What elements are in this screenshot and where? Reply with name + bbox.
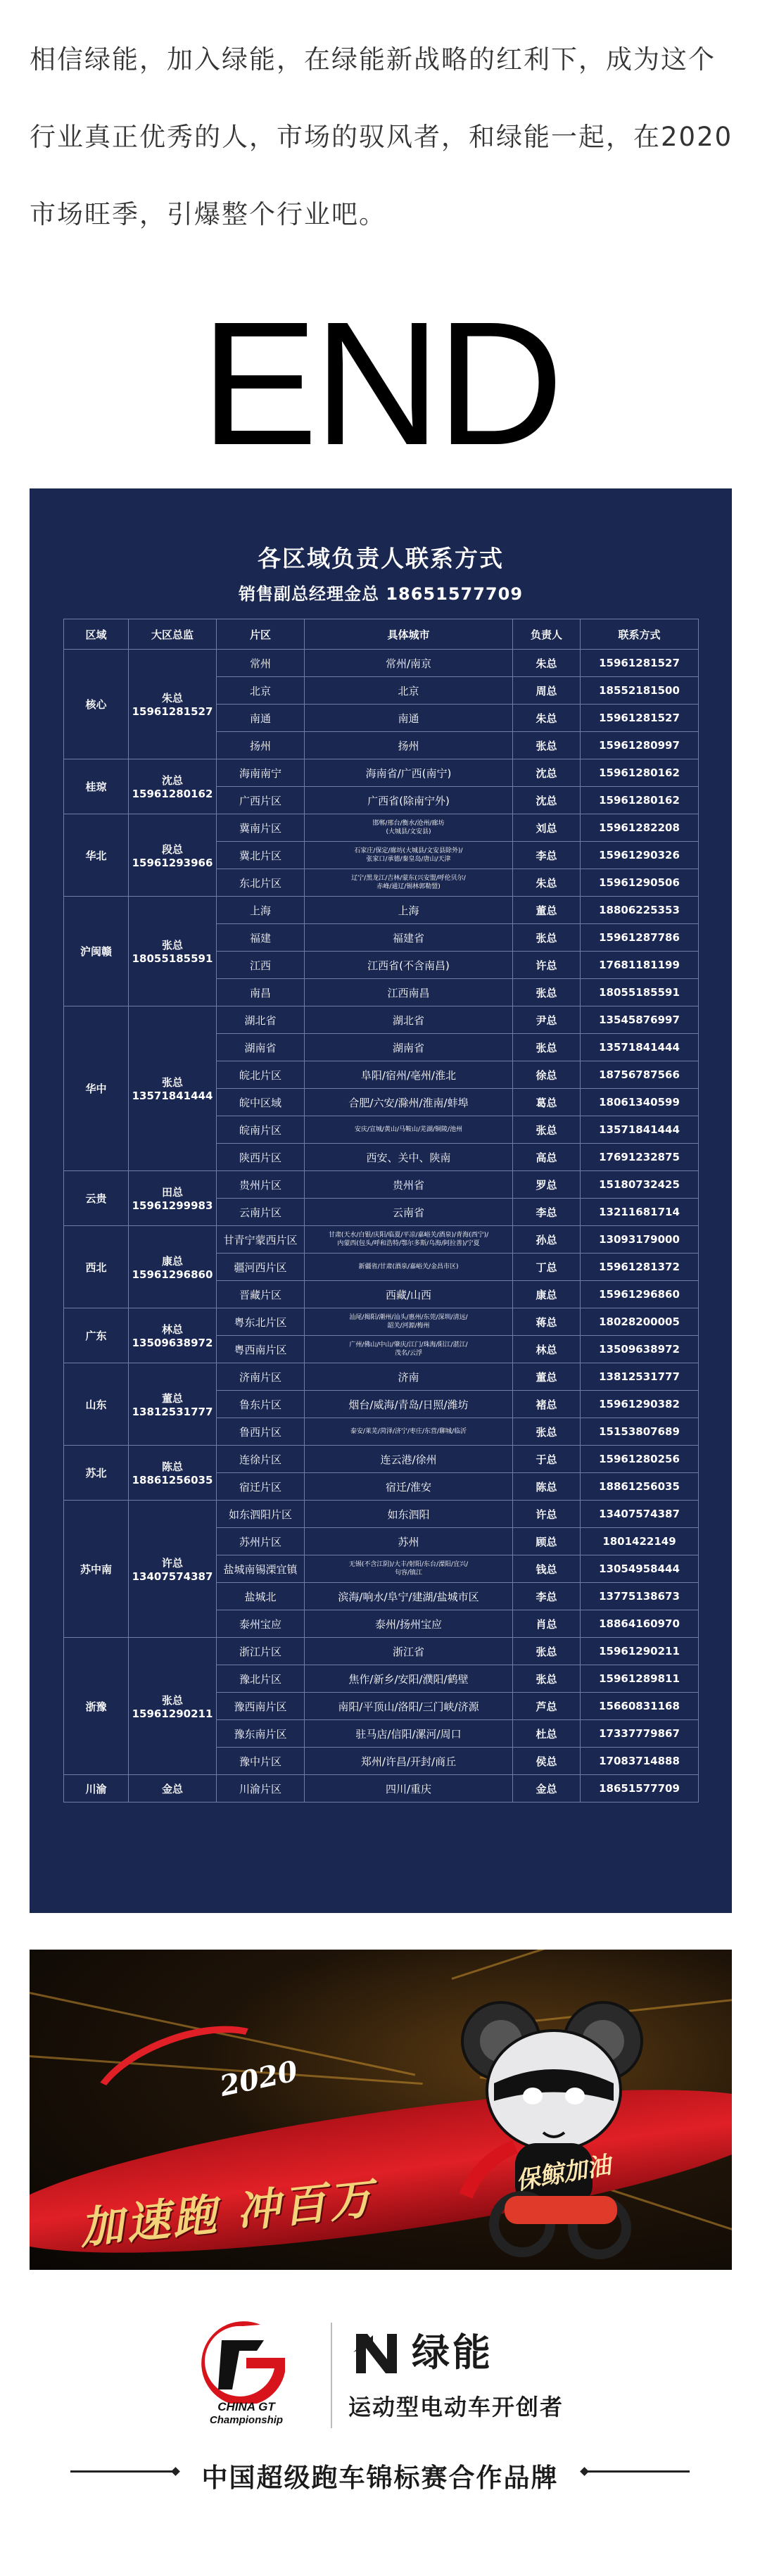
phone-cell: 15153807689 bbox=[581, 1418, 699, 1446]
table-row bbox=[64, 1363, 699, 1391]
header-region: 区域 bbox=[64, 619, 129, 650]
china-gt-logo-icon bbox=[197, 2319, 289, 2404]
contact-panel bbox=[30, 488, 732, 1913]
manager-cell: 李总 bbox=[513, 1583, 581, 1610]
phone-cell: 18028200005 bbox=[581, 1308, 699, 1336]
phone-cell: 15961290326 bbox=[581, 842, 699, 869]
table-row bbox=[64, 1638, 699, 1665]
manager-cell: 张总 bbox=[513, 1116, 581, 1144]
cities-cell: 北京 bbox=[305, 677, 513, 705]
table-row bbox=[64, 1171, 699, 1199]
brand-tagline: 运动型电动车开创者 bbox=[348, 2394, 564, 2420]
phone-cell: 15961281527 bbox=[581, 650, 699, 677]
region-cell: 华中 bbox=[64, 1006, 129, 1171]
cities-cell: 焦作/新乡/安阳/濮阳/鹤壁 bbox=[305, 1665, 513, 1693]
area-cell: 疆河西片区 bbox=[217, 1254, 305, 1281]
banner-slogan-main: 加速跑 冲百万 bbox=[77, 2172, 378, 2254]
manager-cell: 朱总 bbox=[513, 705, 581, 732]
region-cell: 华北 bbox=[64, 814, 129, 897]
header-contact: 联系方式 bbox=[581, 619, 699, 650]
area-cell: 江西 bbox=[217, 952, 305, 979]
area-cell: 湖北省 bbox=[217, 1006, 305, 1034]
area-cell: 皖南片区 bbox=[217, 1116, 305, 1144]
area-cell: 济南片区 bbox=[217, 1363, 305, 1391]
phone-cell: 1801422149 bbox=[581, 1528, 699, 1555]
cities-cell: 郑州/许昌/开封/商丘 bbox=[305, 1748, 513, 1775]
region-cell: 核心 bbox=[64, 650, 129, 759]
cities-cell: 福建省 bbox=[305, 924, 513, 952]
region-cell: 广东 bbox=[64, 1308, 129, 1363]
gt-line1: CHINA GT bbox=[217, 2400, 275, 2413]
cities-cell: 邯郸/邢台/衡水/沧州/廊坊 (大城县/文安县) bbox=[305, 814, 513, 842]
manager-cell: 蒋总 bbox=[513, 1308, 581, 1336]
manager-cell: 芦总 bbox=[513, 1693, 581, 1720]
phone-cell: 15961290506 bbox=[581, 869, 699, 897]
region-cell: 西北 bbox=[64, 1226, 129, 1308]
region-cell: 苏中南 bbox=[64, 1501, 129, 1638]
manager-cell: 林总 bbox=[513, 1336, 581, 1363]
panel-subtitle: 销售副总经理金总 18651577709 bbox=[238, 584, 524, 604]
area-cell: 扬州 bbox=[217, 732, 305, 759]
manager-cell: 张总 bbox=[513, 979, 581, 1006]
cities-cell: 南阳/平顶山/洛阳/三门峡/济源 bbox=[305, 1693, 513, 1720]
table-row bbox=[64, 1226, 699, 1254]
table-row bbox=[64, 897, 699, 924]
table-row bbox=[64, 1501, 699, 1528]
gt-line2: Championship bbox=[209, 2414, 284, 2426]
area-cell: 甘青宁蒙西片区 bbox=[217, 1226, 305, 1254]
cities-cell: 浙江省 bbox=[305, 1638, 513, 1665]
manager-cell: 李总 bbox=[513, 842, 581, 869]
area-cell: 粤西南片区 bbox=[217, 1336, 305, 1363]
area-cell: 贵州片区 bbox=[217, 1171, 305, 1199]
cities-cell: 四川/重庆 bbox=[305, 1775, 513, 1802]
table-row bbox=[64, 1308, 699, 1336]
manager-cell: 沈总 bbox=[513, 759, 581, 787]
area-cell: 川渝片区 bbox=[217, 1775, 305, 1802]
area-cell: 海南南宁 bbox=[217, 759, 305, 787]
manager-cell: 高总 bbox=[513, 1144, 581, 1171]
region-cell: 苏北 bbox=[64, 1446, 129, 1501]
cities-cell: 阜阳/宿州/亳州/淮北 bbox=[305, 1061, 513, 1089]
phone-cell: 18806225353 bbox=[581, 897, 699, 924]
phone-cell: 15961287786 bbox=[581, 924, 699, 952]
phone-cell: 13545876997 bbox=[581, 1006, 699, 1034]
table-row bbox=[64, 814, 699, 842]
manager-cell: 金总 bbox=[513, 1775, 581, 1802]
area-cell: 鲁西片区 bbox=[217, 1418, 305, 1446]
phone-cell: 15961281372 bbox=[581, 1254, 699, 1281]
manager-cell: 褚总 bbox=[513, 1391, 581, 1418]
luneng-logo-icon bbox=[352, 2328, 401, 2378]
phone-cell: 15180732425 bbox=[581, 1171, 699, 1199]
manager-cell: 孙总 bbox=[513, 1226, 581, 1254]
manager-cell: 董总 bbox=[513, 897, 581, 924]
manager-cell: 李总 bbox=[513, 1199, 581, 1226]
area-cell: 上海 bbox=[217, 897, 305, 924]
cities-cell: 常州/南京 bbox=[305, 650, 513, 677]
manager-cell: 张总 bbox=[513, 924, 581, 952]
phone-cell: 18651577709 bbox=[581, 1775, 699, 1802]
area-cell: 浙江片区 bbox=[217, 1638, 305, 1665]
area-cell: 皖中区域 bbox=[217, 1089, 305, 1116]
cities-cell: 云南省 bbox=[305, 1199, 513, 1226]
phone-cell: 13775138673 bbox=[581, 1583, 699, 1610]
manager-cell: 尹总 bbox=[513, 1006, 581, 1034]
end-heading: END bbox=[201, 285, 559, 481]
manager-cell: 徐总 bbox=[513, 1061, 581, 1089]
cities-cell: 济南 bbox=[305, 1363, 513, 1391]
area-cell: 东北片区 bbox=[217, 869, 305, 897]
header-director: 大区总监 bbox=[129, 619, 217, 650]
phone-cell: 17337779867 bbox=[581, 1720, 699, 1748]
phone-cell: 13407574387 bbox=[581, 1501, 699, 1528]
manager-cell: 钱总 bbox=[513, 1555, 581, 1583]
region-cell: 川渝 bbox=[64, 1775, 129, 1802]
table-row bbox=[64, 650, 699, 677]
cities-cell: 新疆省/甘肃(酒泉/嘉峪关/金昌市区) bbox=[305, 1254, 513, 1281]
table-row bbox=[64, 1006, 699, 1034]
area-cell: 如东泗阳片区 bbox=[217, 1501, 305, 1528]
director-cell: 金总 bbox=[129, 1775, 217, 1802]
manager-cell: 于总 bbox=[513, 1446, 581, 1473]
area-cell: 冀北片区 bbox=[217, 842, 305, 869]
manager-cell: 许总 bbox=[513, 1501, 581, 1528]
phone-cell: 13571841444 bbox=[581, 1034, 699, 1061]
manager-cell: 杜总 bbox=[513, 1720, 581, 1748]
cities-cell: 无锡(不含江阴)/大丰/射阳/东台/溧阳/宜兴/ 句容/镇江 bbox=[305, 1555, 513, 1583]
table-row bbox=[64, 1775, 699, 1802]
director-cell: 陈总 18861256035 bbox=[129, 1446, 217, 1501]
area-cell: 泰州宝应 bbox=[217, 1610, 305, 1638]
phone-cell: 13093179000 bbox=[581, 1226, 699, 1254]
area-cell: 苏州片区 bbox=[217, 1528, 305, 1555]
director-cell: 许总 13407574387 bbox=[129, 1501, 217, 1638]
cities-cell: 烟台/威海/青岛/日照/潍坊 bbox=[305, 1391, 513, 1418]
area-cell: 鲁东片区 bbox=[217, 1391, 305, 1418]
manager-cell: 周总 bbox=[513, 677, 581, 705]
phone-cell: 13571841444 bbox=[581, 1116, 699, 1144]
phone-cell: 15961290211 bbox=[581, 1638, 699, 1665]
director-cell: 田总 15961299983 bbox=[129, 1171, 217, 1226]
phone-cell: 15961280997 bbox=[581, 732, 699, 759]
cities-cell: 贵州省 bbox=[305, 1171, 513, 1199]
footer-divider bbox=[331, 2323, 332, 2428]
phone-cell: 13812531777 bbox=[581, 1363, 699, 1391]
banner-year: 2020 bbox=[217, 2054, 300, 2104]
director-cell: 段总 15961293966 bbox=[129, 814, 217, 897]
manager-cell: 张总 bbox=[513, 1638, 581, 1665]
header-area: 片区 bbox=[217, 619, 305, 650]
area-cell: 豫北片区 bbox=[217, 1665, 305, 1693]
cities-cell: 上海 bbox=[305, 897, 513, 924]
area-cell: 南通 bbox=[217, 705, 305, 732]
director-cell: 朱总 15961281527 bbox=[129, 650, 217, 759]
director-cell: 林总 13509638972 bbox=[129, 1308, 217, 1363]
director-cell: 康总 15961296860 bbox=[129, 1226, 217, 1308]
phone-cell: 15961296860 bbox=[581, 1281, 699, 1308]
phone-cell: 18055185591 bbox=[581, 979, 699, 1006]
manager-cell: 丁总 bbox=[513, 1254, 581, 1281]
region-cell: 桂琼 bbox=[64, 759, 129, 814]
director-cell: 张总 15961290211 bbox=[129, 1638, 217, 1775]
header-cities: 具体城市 bbox=[305, 619, 513, 650]
cities-cell: 滨海/响水/阜宁/建湖/盐城市区 bbox=[305, 1583, 513, 1610]
cities-cell: 安庆/宣城/黄山/马鞍山/芜湖/铜陵/池州 bbox=[305, 1116, 513, 1144]
phone-cell: 17691232875 bbox=[581, 1144, 699, 1171]
area-cell: 粤东北片区 bbox=[217, 1308, 305, 1336]
phone-cell: 15961280162 bbox=[581, 759, 699, 787]
area-cell: 湖南省 bbox=[217, 1034, 305, 1061]
area-cell: 云南片区 bbox=[217, 1199, 305, 1226]
cities-cell: 苏州 bbox=[305, 1528, 513, 1555]
manager-cell: 朱总 bbox=[513, 869, 581, 897]
phone-cell: 18756787566 bbox=[581, 1061, 699, 1089]
phone-cell: 18864160970 bbox=[581, 1610, 699, 1638]
area-cell: 盐城南锡溧宜镇 bbox=[217, 1555, 305, 1583]
manager-cell: 沈总 bbox=[513, 787, 581, 814]
region-cell: 云贵 bbox=[64, 1171, 129, 1226]
manager-cell: 刘总 bbox=[513, 814, 581, 842]
manager-cell: 朱总 bbox=[513, 650, 581, 677]
cities-cell: 南通 bbox=[305, 705, 513, 732]
manager-cell: 董总 bbox=[513, 1363, 581, 1391]
cities-cell: 湖南省 bbox=[305, 1034, 513, 1061]
header-manager: 负责人 bbox=[513, 619, 581, 650]
area-cell: 陕西片区 bbox=[217, 1144, 305, 1171]
director-cell: 张总 13571841444 bbox=[129, 1006, 217, 1171]
phone-cell: 18061340599 bbox=[581, 1089, 699, 1116]
cities-cell: 汕尾/揭阳/潮州/汕头/惠州/东莞/深圳/清远/ 韶关/河源/梅州 bbox=[305, 1308, 513, 1336]
phone-cell: 13509638972 bbox=[581, 1336, 699, 1363]
cities-cell: 辽宁/黑龙江/吉林/蒙东(兴安盟/呼伦贝尔/ 赤峰/通辽/锡林郭勒盟) bbox=[305, 869, 513, 897]
manager-cell: 罗总 bbox=[513, 1171, 581, 1199]
cities-cell: 合肥/六安/滁州/淮南/蚌埠 bbox=[305, 1089, 513, 1116]
area-cell: 广西片区 bbox=[217, 787, 305, 814]
area-cell: 盐城北 bbox=[217, 1583, 305, 1610]
manager-cell: 陈总 bbox=[513, 1473, 581, 1501]
phone-cell: 17681181199 bbox=[581, 952, 699, 979]
manager-cell: 张总 bbox=[513, 1418, 581, 1446]
region-cell: 浙豫 bbox=[64, 1638, 129, 1775]
director-cell: 沈总 15961280162 bbox=[129, 759, 217, 814]
manager-cell: 侯总 bbox=[513, 1748, 581, 1775]
manager-cell: 葛总 bbox=[513, 1089, 581, 1116]
table-row bbox=[64, 1446, 699, 1473]
area-cell: 连徐片区 bbox=[217, 1446, 305, 1473]
cities-cell: 如东泗阳 bbox=[305, 1501, 513, 1528]
phone-cell: 18552181500 bbox=[581, 677, 699, 705]
cities-cell: 连云港/徐州 bbox=[305, 1446, 513, 1473]
phone-cell: 13211681714 bbox=[581, 1199, 699, 1226]
cities-cell: 宿迁/淮安 bbox=[305, 1473, 513, 1501]
cities-cell: 西藏/山西 bbox=[305, 1281, 513, 1308]
china-gt-wordmark bbox=[176, 2400, 317, 2427]
table-row bbox=[64, 759, 699, 787]
manager-cell: 张总 bbox=[513, 732, 581, 759]
brand-name: 绿能 bbox=[412, 2330, 493, 2375]
cities-cell: 江西省(不含南昌) bbox=[305, 952, 513, 979]
partner-brand-text: 中国超级跑车锦标赛合作品牌 bbox=[201, 2463, 559, 2493]
phone-cell: 15961281527 bbox=[581, 705, 699, 732]
area-cell: 宿迁片区 bbox=[217, 1473, 305, 1501]
area-cell: 常州 bbox=[217, 650, 305, 677]
area-cell: 北京 bbox=[217, 677, 305, 705]
phone-cell: 15961280256 bbox=[581, 1446, 699, 1473]
phone-cell: 15961289811 bbox=[581, 1665, 699, 1693]
cities-cell: 湖北省 bbox=[305, 1006, 513, 1034]
cities-cell: 广州/佛山/中山/肇庆/江门/珠海/阳江/湛江/ 茂名/云浮 bbox=[305, 1336, 513, 1363]
cities-cell: 广西省(除南宁外) bbox=[305, 787, 513, 814]
banner-slogan-side: 保鲸加油 bbox=[514, 2151, 614, 2196]
area-cell: 晋藏片区 bbox=[217, 1281, 305, 1308]
cities-cell: 扬州 bbox=[305, 732, 513, 759]
phone-cell: 13054958444 bbox=[581, 1555, 699, 1583]
director-cell: 董总 13812531777 bbox=[129, 1363, 217, 1446]
cities-cell: 江西南昌 bbox=[305, 979, 513, 1006]
area-cell: 福建 bbox=[217, 924, 305, 952]
phone-cell: 15961290382 bbox=[581, 1391, 699, 1418]
phone-cell: 17083714888 bbox=[581, 1748, 699, 1775]
area-cell: 冀南片区 bbox=[217, 814, 305, 842]
table-header-row bbox=[64, 619, 699, 650]
manager-cell: 康总 bbox=[513, 1281, 581, 1308]
manager-cell: 张总 bbox=[513, 1665, 581, 1693]
manager-cell: 许总 bbox=[513, 952, 581, 979]
area-cell: 皖北片区 bbox=[217, 1061, 305, 1089]
cities-cell: 甘肃(天水/白银/庆阳/临夏/平凉/嘉峪关/酒泉)/青海(西宁)/ 内蒙西(包头/呼和浩特/鄂尔多斯/乌海/阿拉善)/宁夏 bbox=[305, 1226, 513, 1254]
cities-cell: 驻马店/信阳/漯河/周口 bbox=[305, 1720, 513, 1748]
area-cell: 豫东南片区 bbox=[217, 1720, 305, 1748]
cities-cell: 石家庄/保定/廊坊(大城县/文安县除外)/ 张家口/承德/秦皇岛/唐山/天津 bbox=[305, 842, 513, 869]
manager-cell: 肖总 bbox=[513, 1610, 581, 1638]
phone-cell: 15961280162 bbox=[581, 787, 699, 814]
manager-cell: 张总 bbox=[513, 1034, 581, 1061]
contact-table bbox=[63, 619, 699, 1802]
area-cell: 豫西南片区 bbox=[217, 1693, 305, 1720]
manager-cell: 顾总 bbox=[513, 1528, 581, 1555]
director-cell: 张总 18055185591 bbox=[129, 897, 217, 1006]
cities-cell: 海南省/广西(南宁) bbox=[305, 759, 513, 787]
phone-cell: 15961282208 bbox=[581, 814, 699, 842]
phone-cell: 18861256035 bbox=[581, 1473, 699, 1501]
cities-cell: 西安、关中、陕南 bbox=[305, 1144, 513, 1171]
region-cell: 沪闽赣 bbox=[64, 897, 129, 1006]
region-cell: 山东 bbox=[64, 1363, 129, 1446]
cities-cell: 泰安/莱芜/菏泽/济宁/枣庄/东营/聊城/临沂 bbox=[305, 1418, 513, 1446]
promo-banner bbox=[30, 1950, 732, 2270]
area-cell: 南昌 bbox=[217, 979, 305, 1006]
cities-cell: 泰州/扬州宝应 bbox=[305, 1610, 513, 1638]
intro-paragraph: 相信绿能，加入绿能，在绿能新战略的红利下，成为这个行业真正优秀的人，市场的驭风者，和绿能一起，在2020市场旺季，引爆整个行业吧。 bbox=[30, 44, 733, 229]
mascot-icon bbox=[438, 1985, 663, 2259]
table-body bbox=[64, 650, 699, 1802]
phone-cell: 15660831168 bbox=[581, 1693, 699, 1720]
panel-title: 各区域负责人联系方式 bbox=[258, 545, 504, 572]
area-cell: 豫中片区 bbox=[217, 1748, 305, 1775]
